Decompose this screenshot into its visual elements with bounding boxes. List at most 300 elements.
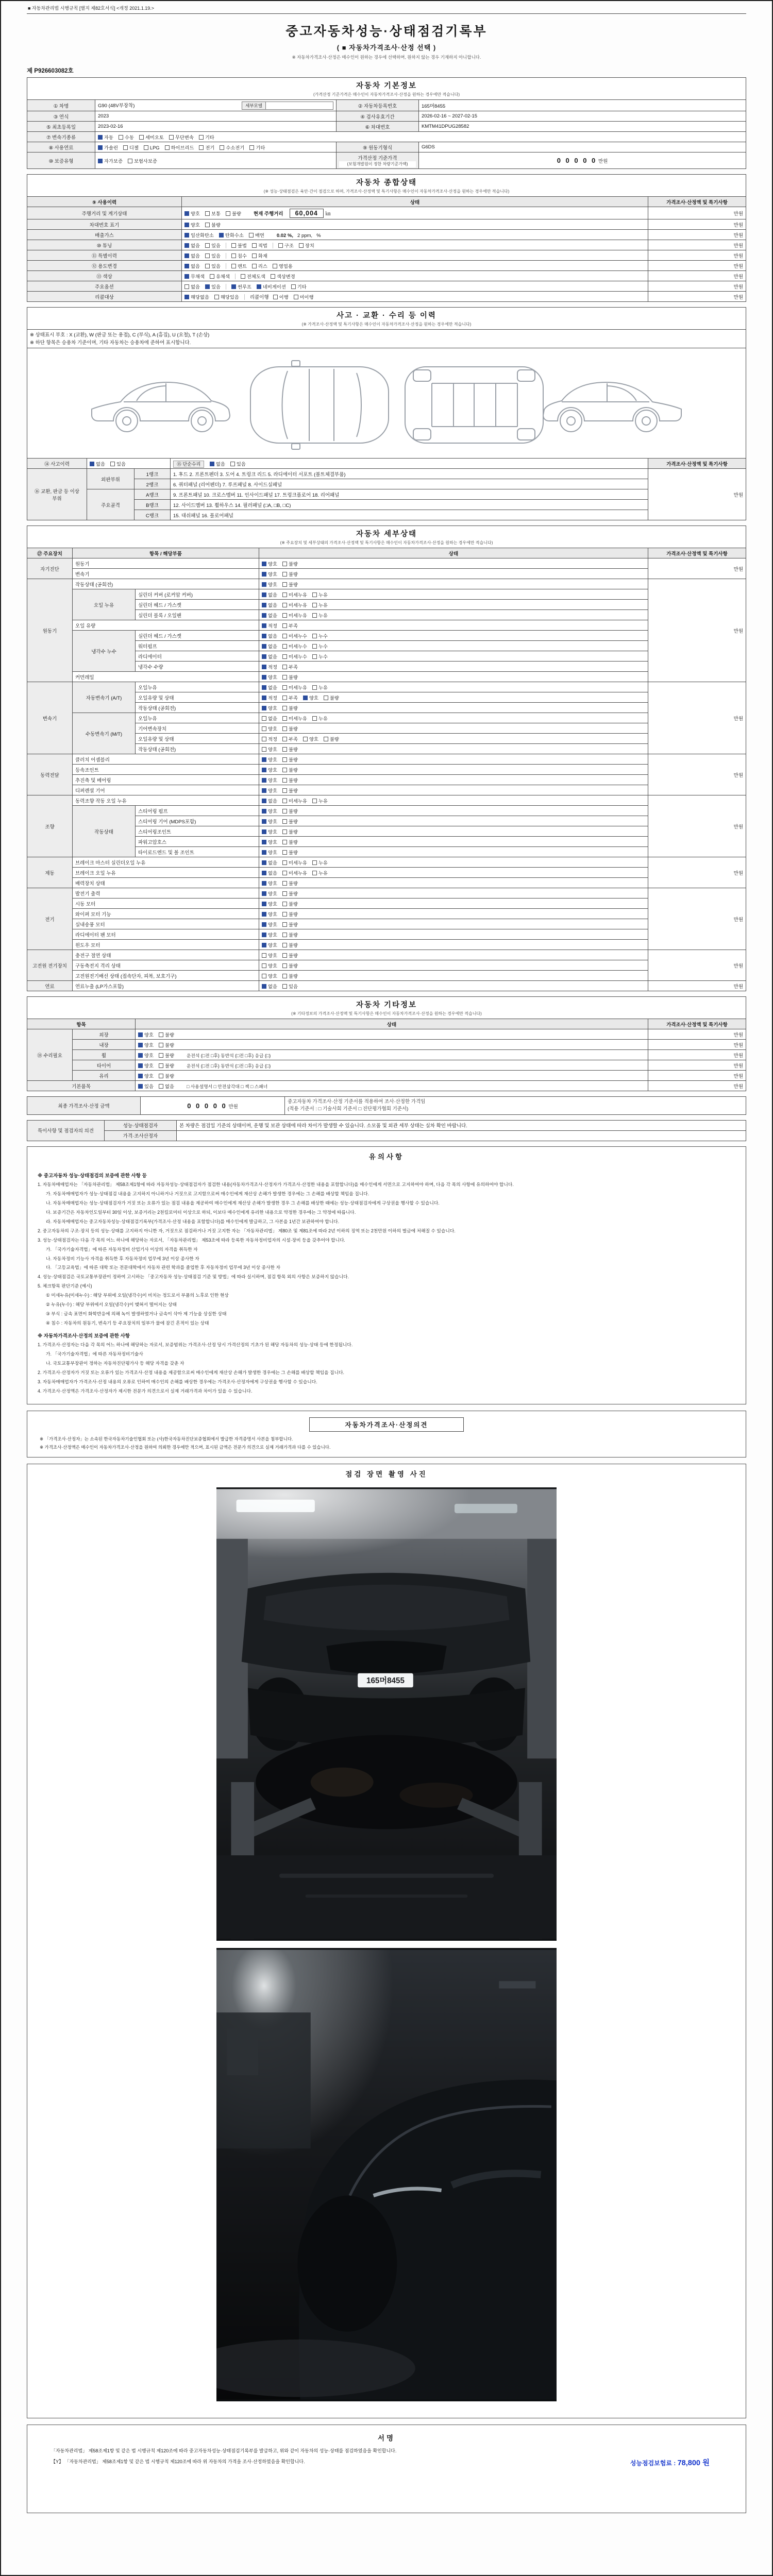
notice-item: 다. 보증기간은 자동차인도일부터 30일 이상, 보증거리는 2천킬로미터 이상으로 하되, 이보다 매수인에게 유리한 내용으로 약정한 경우에는 그 약정에 따릅니다.	[46, 1209, 356, 1215]
item-label: 실내송풍 모터	[73, 919, 259, 929]
checkbox-option[interactable]: 불량	[282, 673, 298, 681]
section-note-other: (※ 기타정보의 가격조사·산정액 및 특기사항은 매수인이 자동차가격조사·산정을 원하는 경우에만 적습니다)	[291, 1011, 482, 1016]
state-cell	[259, 641, 648, 651]
detail-state-table	[27, 526, 746, 991]
warranty-label: ⑩ 보증유형	[27, 152, 95, 169]
checkbox-option[interactable]: 양호	[262, 570, 277, 578]
checkbox-option[interactable]: 가솔린	[98, 144, 118, 151]
sub-group-label: 작동상태	[73, 806, 136, 857]
state-cell	[259, 672, 648, 682]
checkbox-option[interactable]: 양호	[262, 849, 277, 856]
detail-row	[27, 662, 746, 672]
state-cell	[182, 292, 648, 302]
checkbox-option[interactable]: 양호	[262, 941, 277, 948]
checkbox-option[interactable]: 하이브리드	[165, 144, 194, 151]
item-label: 구동축전지 격리 상태	[73, 960, 259, 971]
state-cell	[136, 1081, 648, 1091]
item-label: 오일 유량	[73, 620, 259, 631]
detail-row	[27, 610, 746, 620]
notice-item: 1. 가격조사·산정자는 다음 각 목의 어느 하나에 해당하는 자로서, 보증범위는 가격조사·산정 당시 가격산정의 기초가 된 해당 자동차의 성능·상태 등에 한정됩니다.	[38, 1342, 353, 1348]
price-cell: 만원	[648, 230, 746, 240]
checkbox-option[interactable]: 누유	[312, 869, 328, 876]
year-label: ③ 연식	[27, 111, 95, 122]
checkbox-option[interactable]: 불량	[324, 694, 339, 701]
price-cell: 만원	[648, 271, 746, 281]
item-label: 주행거리 및 계기상태	[27, 207, 182, 219]
device-label: 동력전달	[27, 754, 73, 795]
checkbox-option[interactable]: 없음	[262, 982, 277, 990]
item-label: 원동기	[73, 558, 259, 569]
notices-title: 유의사항	[368, 1153, 405, 1161]
outer-panel-label: 외판부위	[87, 469, 135, 489]
checkbox-option[interactable]: 양호	[262, 725, 277, 732]
state-cell	[259, 610, 648, 620]
checkbox-option[interactable]: 미세누유	[282, 859, 307, 866]
checkbox-option[interactable]: 양호	[262, 962, 277, 969]
checkbox-option[interactable]: 부족	[282, 663, 298, 670]
price-cell: 만원	[648, 1081, 746, 1091]
checkbox-option[interactable]: 불량	[282, 921, 298, 928]
checkbox-option[interactable]: 누수	[312, 642, 328, 650]
car-damage-diagram	[82, 350, 691, 455]
checkbox-option[interactable]: 없음	[184, 262, 200, 269]
checkbox-option[interactable]: 양호	[262, 766, 277, 773]
detail-row	[27, 981, 746, 991]
checkbox-option[interactable]: 불량	[282, 952, 298, 959]
item-label: 브레이크 마스터 실린더오일 누유	[73, 857, 259, 868]
checkbox-option[interactable]: 썬루프	[231, 283, 251, 290]
checkbox-option[interactable]: 불량	[324, 735, 339, 742]
state-cell	[136, 1050, 648, 1060]
price-cell: 만원	[648, 250, 746, 261]
checkbox-option[interactable]: 누유	[312, 591, 328, 598]
checkbox-option[interactable]: 해당없음	[184, 293, 209, 300]
checkbox-option[interactable]: 누유	[312, 684, 328, 691]
checkbox-option[interactable]: 없음	[262, 642, 277, 650]
detail-device-header: ⑰ 주요장치	[27, 548, 73, 558]
device-label: 전기	[27, 888, 73, 950]
checkbox-option[interactable]: 불량	[282, 962, 298, 969]
checkbox-option[interactable]: 있음	[230, 460, 246, 467]
checkbox-option[interactable]: 유채색	[210, 273, 230, 280]
checkbox-option[interactable]: 없음	[262, 715, 277, 722]
checkbox-option[interactable]: 자동	[98, 133, 113, 141]
checkbox-option[interactable]: 누수	[312, 653, 328, 660]
state-cell	[136, 1029, 648, 1040]
item-label: 타이어	[73, 1060, 136, 1071]
item-label: 기본품목	[27, 1081, 136, 1091]
checkbox-option[interactable]: 불량	[282, 828, 298, 835]
checkbox-option[interactable]: 없음	[262, 601, 277, 608]
notice-item: ② 누유(누수) : 해당 부위에서 오일(냉각수)이 맺혀서 떨어지는 상태	[46, 1302, 177, 1308]
checkbox-option[interactable]: 미세누유	[282, 715, 307, 722]
notice-heading: ※ 자동차가격조사·산정의 보증에 관한 사항	[38, 1333, 130, 1340]
checkbox-option[interactable]: 양호	[262, 787, 277, 794]
checkbox-option[interactable]: 양호	[262, 952, 277, 959]
state-cell	[259, 734, 648, 744]
notice-item: 1. 자동차매매업자는 「자동차관리법」 제58조제1항에 따라 자동차성능·상태점검자가 점검한 내용(자동차가격조사·산정자가 가격조사·산정한 내용을 포함합니다)을 매수인에게 서면으로 고지하여야 하며, 다음 각 목의 사항에 유의하여야 합니다.	[38, 1181, 514, 1187]
checkbox-option[interactable]: 불법	[231, 242, 247, 249]
checkbox-option[interactable]: 네비게이션	[257, 283, 286, 290]
submodel-value[interactable]	[266, 102, 333, 109]
detail-row	[27, 847, 746, 857]
checkbox-option[interactable]: 누유	[312, 612, 328, 619]
checkbox-option[interactable]: 불량	[282, 725, 298, 732]
checkbox-option[interactable]: 렌트	[231, 262, 247, 269]
checkbox-option[interactable]: 양호	[262, 879, 277, 887]
transmission-options	[95, 132, 746, 142]
checkbox-option[interactable]: 탄화수소	[219, 231, 244, 239]
device-label: 연료	[27, 981, 73, 991]
checkbox-option[interactable]: 누유	[312, 859, 328, 866]
item-label: 리콜대상	[27, 292, 182, 302]
detail-row	[27, 940, 746, 950]
checkbox-option[interactable]: 불량	[159, 1072, 174, 1079]
detail-price-header: 가격조사·산정액 및 특기사항	[648, 548, 746, 558]
checkbox-option[interactable]: 양호	[262, 910, 277, 918]
state-cell	[259, 589, 648, 600]
checkbox-option[interactable]: 매연	[249, 231, 264, 239]
state-cell	[259, 795, 648, 806]
checkbox-option[interactable]: 무단변속	[169, 133, 194, 141]
checkbox-option[interactable]: 없음	[90, 460, 105, 467]
checkbox-option[interactable]: 불량	[282, 931, 298, 938]
checkbox-option[interactable]: 양호	[262, 581, 277, 588]
rank-items: 12. 사이드멤버 13. 휠하우스 14. 필러패널 (□A, □B, □C)	[171, 500, 648, 510]
checkbox-option[interactable]: 불량	[282, 704, 298, 711]
checkbox-option[interactable]: 불량	[282, 972, 298, 979]
price-cell: 만원	[648, 1071, 746, 1081]
rank-name: C랭크	[135, 510, 171, 520]
page-subnote: ※ 자동차가격조사·산정은 매수인이 원하는 경우에 선택하며, 원하지 않는 경우 기재하지 아니합니다.	[292, 55, 481, 60]
notice-item: 가. 자동차매매업자가 성능·상태점검 내용을 고지하지 아니하거나 거짓으로 고지함으로써 매수인에게 재산상 손해가 발생한 경우에는 그 손해를 배상할 책임을 집니다.	[46, 1191, 369, 1196]
item-label: 등속조인트	[73, 765, 259, 775]
checkbox-option[interactable]: 미세누수	[282, 632, 307, 639]
checkbox-option[interactable]: 없음	[262, 859, 277, 866]
remarks-table	[27, 1120, 746, 1141]
checkbox-option[interactable]: 없음	[262, 591, 277, 598]
checkbox-option[interactable]: 미세누유	[282, 591, 307, 598]
checkbox-option[interactable]: 적정	[262, 694, 277, 701]
notice-item: 2. 중고자동차의 구조·장치 등의 성능·상태를 고지하지 아니한 자, 거짓으로 점검하거나 거짓 고지한 자는 「자동차관리법」 제80조 및 제81조에 따라 2년 이하의 징역 또는 2천만원 이하의 벌금에 처해질 수 있습니다.	[38, 1228, 456, 1233]
checkbox-option[interactable]: 불량	[282, 756, 298, 763]
checkbox-option[interactable]: 양호	[262, 900, 277, 907]
rank-name: B랭크	[135, 500, 171, 510]
checkbox-option[interactable]: 세미오토	[139, 133, 164, 141]
checkbox-option[interactable]: 부족	[282, 622, 298, 629]
checkbox-option[interactable]: 양호	[262, 921, 277, 928]
checkbox-option[interactable]: 영업용	[273, 262, 293, 269]
car-name-label: ① 차명	[27, 100, 95, 111]
inline-text: ㎞	[325, 211, 331, 217]
inline-text: 리콜이행	[249, 294, 269, 300]
detail-row	[27, 837, 746, 847]
state-cell	[259, 806, 648, 816]
checkbox-option[interactable]: 불량	[226, 210, 241, 217]
checkbox-option[interactable]: 미세누유	[282, 797, 307, 804]
checkbox-option[interactable]: 불량	[282, 838, 298, 845]
state-cell	[259, 919, 648, 929]
overall-row	[27, 261, 746, 271]
checkbox-option[interactable]: 불량	[159, 1052, 174, 1059]
detail-row	[27, 785, 746, 795]
checkbox-option[interactable]: 적정	[262, 622, 277, 629]
checkbox-option[interactable]: 누유	[312, 797, 328, 804]
sub-group-label: 냉각수 누수	[73, 631, 136, 672]
checkbox-option[interactable]: 양호	[138, 1041, 154, 1048]
checkbox-option[interactable]: 있음	[110, 460, 126, 467]
inspector-remark[interactable]: 본 차량은 점검일 기준의 상태이며, 운행 및 보관 상태에 따라 차이가 발생할 수 있습니다. 소모품 및 외관 세부 상태는 실차 확인 바랍니다.	[177, 1120, 746, 1130]
checkbox-option[interactable]: 화재	[252, 252, 267, 259]
final-price-value: 0 0 0 0 0 만원	[141, 1097, 285, 1115]
state-cell	[136, 1040, 648, 1050]
state-cell	[182, 261, 648, 271]
checkbox-option[interactable]: 불량	[282, 560, 298, 567]
checkbox-option[interactable]: 수소전기	[220, 144, 244, 151]
diagram-legend: ※ 상태표시 부호 : X (교환), W (판금 또는 용접), C (부식), A (흠집), U (요철), T (손상) ※ 하단 항목은 승용차 기준이며, 기타 자동차는 승용차에 준하여 표시합니다.	[27, 330, 746, 348]
notice-item: 나. 자동차정비 기능사 자격을 취득한 후 자동차정비 업무에 3년 이상 종사한 자	[46, 1256, 199, 1261]
checkbox-option[interactable]: 누유	[312, 601, 328, 608]
overall-row	[27, 292, 746, 302]
checkbox-option[interactable]: 불량	[282, 581, 298, 588]
checkbox-option[interactable]: 없음	[262, 869, 277, 876]
item-label: 내장	[73, 1040, 136, 1050]
item-label: 배출가스	[27, 230, 182, 240]
checkbox-option[interactable]: 무채색	[184, 273, 205, 280]
item-label: 동력조향 작동 오일 누유	[73, 795, 259, 806]
checkbox-option[interactable]: 불량	[282, 818, 298, 825]
item-label: 변속기	[73, 569, 259, 579]
checkbox-option[interactable]: LPG	[144, 145, 160, 150]
state-cell	[259, 765, 648, 775]
checkbox-option[interactable]: 없음	[262, 632, 277, 639]
checkbox-option[interactable]: 전체도색	[241, 273, 265, 280]
checkbox-option[interactable]: 미세누유	[282, 601, 307, 608]
checkbox-option[interactable]: 없음	[184, 252, 200, 259]
detail-row	[27, 569, 746, 579]
state-cell	[259, 775, 648, 785]
extra-options: 운전석 (□전 □후) 동반석 (□전 □후) 응급 (□)	[186, 1063, 271, 1069]
checkbox-option[interactable]: 누수	[312, 632, 328, 639]
notice-item: 4. 성능·상태점검은 국토교통부장관이 정하여 고시하는 「중고자동차 성능·상태점검 기준 및 방법」에 따라 실시하며, 점검 항목 외의 사항은 보증하지 않습니다.	[38, 1274, 349, 1280]
assessor-remark[interactable]	[177, 1130, 746, 1141]
checkbox-option[interactable]: 있음	[205, 242, 221, 249]
checkbox-option[interactable]: 없음	[262, 612, 277, 619]
checkbox-option[interactable]: 양호	[138, 1062, 154, 1069]
checkbox-option[interactable]: 전기	[199, 144, 214, 151]
item-label: 실린더 헤드 / 가스켓	[136, 600, 259, 610]
checkbox-option[interactable]: 기타	[291, 283, 307, 290]
checkbox-option[interactable]: 미세누수	[282, 642, 307, 650]
checkbox-option[interactable]: 미세누유	[282, 684, 307, 691]
checkbox-option[interactable]: 미세누수	[282, 653, 307, 660]
checkbox-option[interactable]: 리스	[252, 262, 267, 269]
checkbox-option[interactable]: 있음	[205, 283, 221, 290]
checkbox-option[interactable]: 장치	[299, 242, 314, 249]
checkbox-option[interactable]: 자가보증	[98, 157, 123, 164]
checkbox-option[interactable]: 미세누유	[282, 612, 307, 619]
rank-items: 6. 쿼터패널 (리어펜더) 7. 루프패널 8. 사이드실패널	[171, 479, 648, 489]
checkbox-option[interactable]: 불량	[282, 776, 298, 784]
checkbox-option[interactable]: 적정	[262, 735, 277, 742]
checkbox-option[interactable]: 누유	[312, 715, 328, 722]
checkbox-option[interactable]: 불량	[282, 941, 298, 948]
submodel-label: 세부모델	[242, 102, 266, 109]
checkbox-option[interactable]: 양호	[262, 818, 277, 825]
checkbox-option[interactable]: 해당있음	[214, 293, 239, 300]
state-cell	[259, 744, 648, 754]
reg-no-label: ② 자동차등록번호	[337, 100, 419, 111]
overall-row	[27, 219, 746, 230]
checkbox-option[interactable]: 양호	[303, 735, 318, 742]
checkbox-option[interactable]: 양호	[262, 673, 277, 681]
signature-statement-2: 【Y】 「자동차관리법」 제58조제1항 및 같은 법 시행규칙 제120조에 따라 위 자동차의 가격을 조사·산정하였음을 확인합니다.	[51, 2459, 305, 2464]
checkbox-option[interactable]: 보험사보증	[128, 157, 157, 164]
checkbox-option[interactable]: 없음	[184, 242, 200, 249]
checkbox-option[interactable]: 디젤	[123, 144, 139, 151]
checkbox-option[interactable]: 색상변경	[271, 273, 295, 280]
checkbox-option[interactable]: 불량	[282, 910, 298, 918]
checkbox-option[interactable]: 있음	[138, 1082, 154, 1090]
checkbox-option[interactable]: 불량	[282, 900, 298, 907]
checkbox-option[interactable]: 불량	[159, 1062, 174, 1069]
other-row	[27, 1040, 746, 1050]
checkbox-option[interactable]: 불량	[282, 570, 298, 578]
checkbox-option[interactable]: 불량	[159, 1031, 174, 1038]
detail-state-header: 상태	[259, 548, 648, 558]
checkbox-option[interactable]: 없음	[262, 653, 277, 660]
price-cell: 만원	[648, 261, 746, 271]
checkbox-option[interactable]: 양호	[262, 838, 277, 845]
simple-repair-label: ⑮ 단순수리	[173, 461, 204, 468]
checkbox-option[interactable]: 미세누유	[282, 869, 307, 876]
simple-repair-options	[210, 462, 251, 467]
state-cell	[259, 960, 648, 971]
value-box: 60,004	[290, 209, 324, 218]
checkbox-option[interactable]: 부족	[282, 735, 298, 742]
sub-group-label: 자동변속기 (A/T)	[73, 682, 136, 713]
checkbox-option[interactable]: 구조	[278, 242, 294, 249]
item-label: 워터펌프	[136, 641, 259, 651]
checkbox-option[interactable]: 적정	[262, 663, 277, 670]
checkbox-option[interactable]: 부족	[282, 694, 298, 701]
checkbox-option[interactable]: 양호	[262, 931, 277, 938]
checkbox-option[interactable]: 양호	[262, 828, 277, 835]
state-cell	[259, 620, 648, 631]
rank-name: A랭크	[135, 489, 171, 500]
checkbox-option[interactable]: 없음	[159, 1082, 174, 1090]
checkbox-option[interactable]: 기타	[199, 133, 214, 141]
checkbox-option[interactable]: 기타	[249, 144, 265, 151]
checkbox-option[interactable]: 없음	[262, 797, 277, 804]
checkbox-option[interactable]: 양호	[138, 1052, 154, 1059]
notice-item: 나. 국토교통부장관이 정하는 자동차진단평가사 등 해당 자격을 갖춘 자	[46, 1361, 184, 1366]
checkbox-option[interactable]: 있음	[282, 982, 298, 990]
checkbox-option[interactable]: 적법	[252, 242, 267, 249]
checkbox-option[interactable]: 양호	[262, 972, 277, 979]
remarks-title: 특이사항 및 점검자의 의견	[27, 1120, 105, 1141]
checkbox-option[interactable]: 없음	[184, 283, 200, 290]
item-label: 작동상태 (공회전)	[136, 744, 259, 754]
checkbox-option[interactable]: 양호	[303, 694, 318, 701]
checkbox-option[interactable]: 양호	[138, 1072, 154, 1079]
checkbox-option[interactable]: 불량	[282, 807, 298, 815]
checkbox-option[interactable]: 없음	[262, 684, 277, 691]
notice-item: ④ 침수 : 자동차의 원동기, 변속기 등 주요장치의 일부가 물에 잠긴 흔적이 있는 상태	[46, 1320, 209, 1326]
signature-title: 서명	[377, 2434, 396, 2443]
state-cell	[259, 837, 648, 847]
item-label: 라디에이터	[136, 651, 259, 662]
state-cell	[259, 878, 648, 888]
state-cell	[182, 271, 648, 281]
price-cell: 만원	[648, 981, 746, 991]
detail-row	[27, 960, 746, 971]
checkbox-option[interactable]: 있음	[205, 252, 221, 259]
checkbox-option[interactable]: 불량	[282, 890, 298, 897]
checkbox-option[interactable]: 없음	[210, 460, 225, 467]
item-label: ⑩ 튜닝	[27, 240, 182, 250]
item-label: 휠	[73, 1050, 136, 1060]
checkbox-option[interactable]: 침수	[231, 252, 247, 259]
detail-row	[27, 744, 746, 754]
checkbox-option[interactable]: 양호	[262, 890, 277, 897]
simple-repair-cell	[171, 459, 648, 469]
other-row	[27, 1071, 746, 1081]
checkbox-option[interactable]: 불량	[282, 879, 298, 887]
detail-row	[27, 765, 746, 775]
checkbox-option[interactable]: 양호	[262, 560, 277, 567]
item-label: 작동상태 (공회전)	[136, 703, 259, 713]
item-label: 연료누출 (LP가스포함)	[73, 981, 259, 991]
checkbox-option[interactable]: 불량	[159, 1041, 174, 1048]
checkbox-option[interactable]: 양호	[262, 745, 277, 753]
price-cell: 만원	[648, 1040, 746, 1050]
checkbox-option[interactable]: 수동	[119, 133, 134, 141]
photos-title: 점검 장면 촬영 사진	[345, 1470, 428, 1479]
base-price-value: 0 0 0 0 0 만원	[419, 152, 746, 169]
checkbox-option[interactable]: 양호	[184, 210, 200, 217]
inline-text: 2 ppm,	[297, 232, 313, 239]
checkbox-option[interactable]: 불량	[205, 221, 221, 228]
checkbox-option[interactable]: 불량	[282, 849, 298, 856]
checkbox-option[interactable]: 있음	[205, 262, 221, 269]
checkbox-option[interactable]: 이행	[273, 293, 289, 300]
checkbox-option[interactable]: 양호	[262, 704, 277, 711]
device-label: 원동기	[27, 579, 73, 682]
checkbox-option[interactable]: 미이행	[294, 293, 314, 300]
checkbox-option[interactable]: 양호	[184, 221, 200, 228]
checkbox-option[interactable]: 보통	[205, 210, 221, 217]
final-price-label: 최종 가격조사·산정 금액	[27, 1097, 141, 1115]
detail-row	[27, 734, 746, 744]
accident-price-header: 가격조사·산정액 및 특기사항	[648, 459, 746, 469]
checkbox-option[interactable]: 불량	[282, 745, 298, 753]
checkbox-option[interactable]: 불량	[282, 787, 298, 794]
checkbox-option[interactable]: 양호	[262, 756, 277, 763]
checkbox-option[interactable]: 불량	[282, 766, 298, 773]
checkbox-option[interactable]: 양호	[262, 776, 277, 784]
section-note-overall: (※ 성능·상태점검은 육안·간이 점검으로 하며, 가격조사·산정액 및 특기사항은 매수인이 자동차가격조사·산정을 원하는 경우에만 적습니다)	[263, 189, 510, 194]
document-number: 제 P926603082호	[27, 68, 74, 74]
price-cell: 만원	[648, 292, 746, 302]
overall-price-header: 가격조사·산정액 및 특기사항	[648, 197, 746, 207]
item-label: 배력장치 상태	[73, 878, 259, 888]
state-cell	[259, 723, 648, 734]
checkbox-option[interactable]: 양호	[262, 807, 277, 815]
photo-front-graphic	[216, 1948, 557, 2401]
checkbox-option[interactable]: 양호	[138, 1031, 154, 1038]
checkbox-option[interactable]: 일산화탄소	[184, 231, 214, 239]
